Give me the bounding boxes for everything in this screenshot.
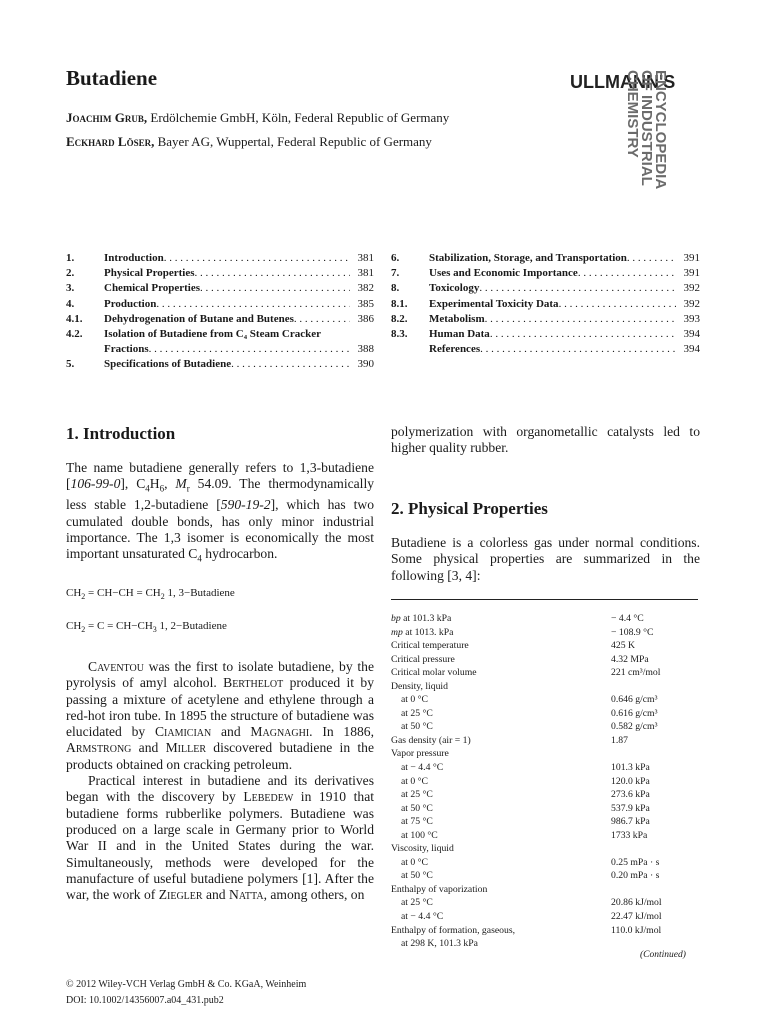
toc-left	[66, 251, 374, 373]
author-line-2	[66, 134, 432, 150]
logo-main-text: ULLMANN'S	[570, 72, 676, 92]
property-row	[391, 910, 698, 924]
property-value: 273.6 kPa	[611, 789, 650, 801]
property-row	[391, 896, 698, 910]
property-value	[611, 842, 698, 856]
toc-item[interactable]	[66, 281, 374, 296]
property-label: at 50 °C	[401, 802, 433, 814]
property-value: 0.20 mPa · s	[611, 870, 660, 882]
property-row	[391, 720, 698, 734]
property-row	[391, 626, 698, 640]
property-label: at 75 °C	[401, 816, 433, 828]
toc-title-continued: Fractions	[104, 343, 149, 356]
property-value: 120.0 kPa	[611, 775, 650, 787]
toc-item[interactable]	[66, 266, 374, 281]
property-value: 537.9 kPa	[611, 802, 650, 814]
property-value: 986.7 kPa	[611, 816, 650, 828]
toc-page: 391	[683, 252, 700, 264]
toc-title: Chemical Properties	[104, 282, 201, 295]
toc-number: 8.1.	[391, 297, 408, 310]
property-value: 22.47 kJ/mol	[611, 911, 662, 923]
property-label: bp at 101.3 kPa	[391, 613, 452, 624]
formula-1-3-butadiene: $CH_2 = CH-CH = CH_2$ 1, 3−Butadiene	[66, 587, 235, 602]
section-heading-physical-properties: 2. Physical Properties	[391, 499, 548, 518]
property-row	[391, 829, 698, 843]
property-row	[391, 653, 698, 667]
copyright-line: © 2012 Wiley-VCH Verlag GmbH & Co. KGaA, Weinheim	[66, 979, 307, 990]
property-row	[391, 639, 698, 653]
property-value	[611, 747, 698, 761]
toc-item[interactable]	[66, 251, 374, 266]
property-label: Viscosity, liquid	[391, 843, 454, 855]
toc-number: 4.	[66, 297, 75, 310]
physical-properties-table	[391, 612, 698, 951]
formula-1-2-butadiene: $CH_2 = C = CH-CH_3$ 1, 2−Butadiene	[66, 620, 227, 635]
author-name: Eckhard Löser,	[66, 134, 155, 149]
toc-page: 394	[683, 343, 700, 356]
property-value: 0.646 g/cm³	[611, 694, 658, 706]
toc-number: 8.	[391, 282, 400, 295]
toc-item[interactable]	[66, 327, 374, 357]
physical-intro-text: Butadiene is a colorless gas under normal conditions. Some physical properties are summarized in the following [3, 4]:	[391, 535, 700, 583]
toc-title: Physical Properties	[104, 267, 195, 280]
property-row	[391, 734, 698, 748]
logo-side-line-3: CHEMISTRY	[624, 70, 641, 158]
toc-title: Experimental Toxicity Data	[429, 297, 559, 310]
toc-title: Specifications of Butadiene	[104, 358, 232, 371]
property-row	[391, 924, 698, 938]
toc-item[interactable]	[66, 357, 374, 372]
toc-item[interactable]	[391, 342, 700, 357]
toc-page: 392	[683, 297, 700, 310]
property-row	[391, 937, 698, 951]
property-value	[611, 883, 698, 897]
toc-item[interactable]	[391, 251, 700, 266]
property-value: 110.0 kJ/mol	[611, 924, 662, 936]
property-value: 4.32 MPa	[611, 653, 649, 665]
property-label: Critical molar volume	[391, 667, 477, 679]
toc-page: 386	[357, 312, 374, 325]
property-row	[391, 788, 698, 802]
author-line-1	[66, 110, 449, 126]
toc-number: 4.2.	[66, 328, 83, 341]
toc-page: 390	[357, 358, 374, 371]
toc-item[interactable]	[391, 266, 700, 281]
property-label: at 25 °C	[401, 789, 433, 801]
property-row	[391, 842, 698, 856]
toc-item[interactable]	[66, 312, 374, 327]
logo-side-line-2: OF INDUSTRIAL	[638, 70, 655, 186]
property-row	[391, 815, 698, 829]
toc-page: 388	[357, 343, 374, 356]
toc-page: 392	[683, 282, 700, 295]
author-affiliation: Bayer AG, Wuppertal, Federal Republic of Germany	[154, 134, 432, 149]
table-continued-note: (Continued)	[640, 950, 686, 960]
toc-page: 391	[683, 267, 700, 280]
property-label: Critical pressure	[391, 653, 455, 665]
property-value: 425 K	[611, 640, 635, 652]
property-label: mp at 1013. kPa	[391, 626, 454, 638]
intro-paragraphs-2-3: Caventou was the first to isolate butadiene, by the pyrolysis of amyl alcohol. Berthelot produced it by passing a mixture of acetylene and ethylene through a red-hot iron tube. In 1895 the structure of butadiene was elucidated by Ciamician and Magnaghi. In 1886, Armstrong and Miller discovered butadiene in the products obtained on cracking petroleum. Practical interest in butadiene and its derivatives began with the discovery by Lebedew in 1910 that butadiene forms rubberlike polymers. Butadiene was produced on a large scale in Germany prior to World War II and in the United States during the war. Simultaneously, methods were developed for the manufacture of useful butadiene polymers [1]. After the war, the work of Ziegler and Natta, among others, on	[66, 659, 375, 903]
property-value: 1733 kPa	[611, 829, 648, 841]
property-label: at 100 °C	[401, 829, 438, 841]
property-label: Enthalpy of vaporization	[391, 883, 488, 895]
toc-number: 6.	[391, 252, 400, 264]
toc-title: Toxicology	[429, 282, 480, 295]
property-row	[391, 761, 698, 775]
property-label: at − 4.4 °C	[401, 911, 444, 923]
toc-number: 8.2.	[391, 312, 408, 325]
toc-number: 8.3.	[391, 328, 408, 341]
toc-title: Uses and Economic Importance	[429, 267, 578, 280]
toc-number: 7.	[391, 267, 400, 280]
toc-title: Dehydrogenation of Butane and Butenes	[104, 312, 294, 325]
property-value: − 4.4 °C	[611, 613, 644, 624]
toc-title: References	[429, 343, 481, 356]
toc-number: 1.	[66, 252, 75, 264]
toc-title: Stabilization, Storage, and Transportation	[429, 252, 627, 264]
table-top-rule	[391, 599, 698, 600]
toc-page: 393	[683, 312, 700, 325]
property-label: at − 4.4 °C	[401, 762, 444, 774]
property-value: 0.582 g/cm³	[611, 721, 658, 733]
section-heading-introduction: 1. Introduction	[66, 424, 176, 443]
property-row	[391, 856, 698, 870]
property-row	[391, 707, 698, 721]
property-value: 1.87	[611, 734, 628, 746]
property-label: at 25 °C	[401, 707, 433, 719]
doi-line: DOI: 10.1002/14356007.a04_431.pub2	[66, 995, 224, 1006]
article-title: Butadiene	[66, 66, 158, 90]
toc-page: 381	[357, 252, 374, 264]
property-label: Gas density (air = 1)	[391, 734, 471, 746]
property-value: − 108.9 °C	[611, 626, 654, 638]
toc-item[interactable]	[66, 297, 374, 312]
toc-title: Human Data	[429, 328, 490, 341]
toc-number: 3.	[66, 282, 75, 295]
property-row	[391, 693, 698, 707]
property-value: 101.3 kPa	[611, 762, 650, 774]
property-label: at 50 °C	[401, 870, 433, 882]
toc-item[interactable]	[391, 297, 700, 312]
property-label: Vapor pressure	[391, 748, 449, 760]
property-value: 221 cm³/mol	[611, 667, 661, 679]
property-row	[391, 747, 698, 761]
property-label: at 25 °C	[401, 897, 433, 909]
toc-title: Metabolism	[429, 312, 485, 325]
toc-right	[391, 251, 700, 357]
author-name: Joachim Grub,	[66, 110, 148, 125]
toc-title: Introduction	[104, 252, 164, 264]
toc-title: Isolation of Butadiene from C₄ Steam Cracker	[104, 328, 321, 341]
property-value: 0.25 mPa · s	[611, 856, 660, 868]
property-label: Critical temperature	[391, 640, 469, 652]
property-row	[391, 883, 698, 897]
logo-side-line-1: ENCYCLOPEDIA	[652, 70, 669, 190]
intro-continuation: polymerization with organometallic catalysts led to higher quality rubber.	[391, 424, 700, 456]
toc-number: 4.1.	[66, 312, 83, 325]
property-value: 0.616 g/cm³	[611, 707, 658, 719]
intro-paragraph-1: The name butadiene generally refers to 1,3-butadiene [106-99-0], $C_4H_6$, $M_r$ 54.09. The thermodynamically less stable 1,2-butadiene [590-19-2], which has two cumulated double bonds, has only minor industrial importance. The 1,3 isomer is economically the most important unsaturated $C_4$ hydrocarbon.	[66, 460, 375, 564]
property-row	[391, 775, 698, 789]
toc-item[interactable]	[391, 281, 700, 296]
property-label: at 0 °C	[401, 856, 429, 868]
property-row	[391, 680, 698, 694]
property-value: 20.86 kJ/mol	[611, 897, 662, 909]
property-label: Density, liquid	[391, 680, 448, 692]
property-label: at 50 °C	[401, 721, 433, 733]
property-row	[391, 666, 698, 680]
property-row	[391, 612, 698, 626]
property-value	[611, 937, 698, 951]
property-label: at 298 K, 101.3 kPa	[401, 938, 478, 950]
toc-page: 382	[357, 282, 374, 295]
toc-page: 381	[357, 267, 374, 280]
property-row	[391, 869, 698, 883]
property-label: Enthalpy of formation, gaseous,	[391, 924, 516, 936]
toc-number: 2.	[66, 267, 75, 280]
property-value	[611, 680, 698, 694]
toc-title: Production	[104, 297, 157, 310]
toc-page: 394	[683, 328, 700, 341]
ullmanns-logo	[570, 70, 690, 205]
property-label: at 0 °C	[401, 694, 429, 706]
toc-item[interactable]	[391, 327, 700, 342]
toc-page: 385	[357, 297, 374, 310]
author-affiliation: Erdölchemie GmbH, Köln, Federal Republic of Germany	[147, 110, 450, 125]
property-label: at 0 °C	[401, 775, 429, 787]
toc-item[interactable]	[391, 312, 700, 327]
toc-number: 5.	[66, 358, 75, 371]
property-row	[391, 802, 698, 816]
